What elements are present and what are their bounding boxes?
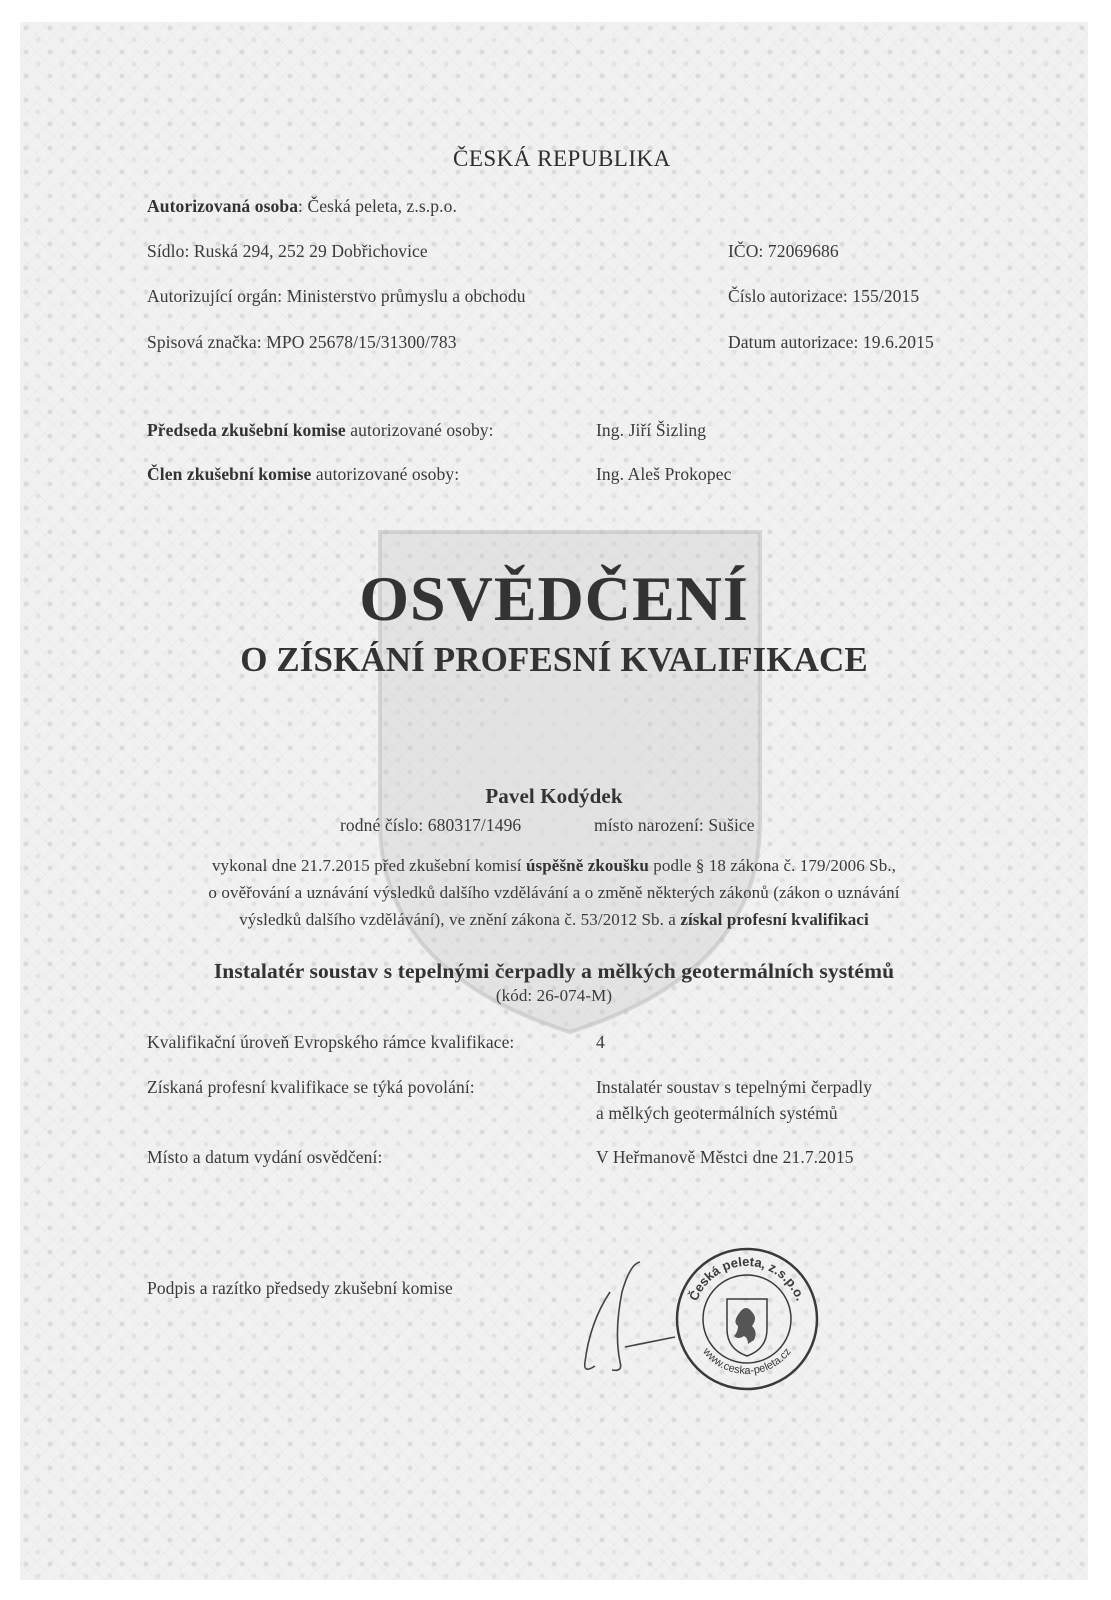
certificate-title: OSVĚDČENÍ bbox=[359, 563, 749, 634]
holder-name: Pavel Kodýdek bbox=[485, 784, 623, 808]
official-stamp bbox=[672, 1244, 822, 1394]
member-label-rest: autorizované osoby: bbox=[311, 464, 460, 484]
member-label-bold: Člen zkušební komise bbox=[147, 464, 312, 484]
chair-label-bold: Předseda zkušební komise bbox=[147, 420, 346, 440]
birth-number: rodné číslo: 680317/1496 bbox=[340, 815, 522, 835]
authorization-date: Datum autorizace: 19.6.2015 bbox=[728, 332, 934, 352]
occupation-line-1: Instalatér soustav s tepelnými čerpadly bbox=[596, 1077, 873, 1097]
ico: IČO: 72069686 bbox=[728, 241, 839, 261]
statement-line-3 bbox=[20, 910, 1088, 930]
commission-member-label bbox=[147, 464, 459, 485]
certificate-page bbox=[20, 22, 1088, 1580]
file-reference: Spisová značka: MPO 25678/15/31300/783 bbox=[147, 332, 457, 352]
signature-label: Podpis a razítko předsedy zkušební komise bbox=[147, 1278, 453, 1298]
statement-line-1-c: podle § 18 zákona č. 179/2006 Sb., bbox=[648, 856, 897, 875]
issue-place-date-label: Místo a datum vydání osvědčení: bbox=[147, 1147, 383, 1167]
statement-line-2: o ověřování a uznávání výsledků dalšího vzdělávání a o změně některých zákonů (zákon o uznávání bbox=[208, 883, 900, 902]
occupation-label: Získaná profesní kvalifikace se týká povolání: bbox=[147, 1077, 475, 1097]
chair-label-rest: autorizované osoby: bbox=[345, 420, 494, 440]
svg-text:www.ceska-peleta.cz bbox=[700, 1345, 794, 1377]
stamp-top-text: Česká peleta, z.s.p.o. bbox=[685, 1253, 809, 1303]
authorized-person-label: Autorizovaná osoba bbox=[147, 196, 299, 216]
country-heading: ČESKÁ REPUBLIKA bbox=[453, 146, 671, 171]
authorized-person-value: : Česká peleta, z.s.p.o. bbox=[298, 196, 457, 216]
qualification-name: Instalatér soustav s tepelnými čerpadly a mělkých geotermálních systémů bbox=[213, 959, 895, 983]
commission-chair-name: Ing. Jiří Šizling bbox=[596, 420, 707, 440]
authorizing-body: Autorizující orgán: Ministerstvo průmyslu a obchodu bbox=[147, 286, 526, 306]
statement-line-3-a: výsledků dalšího vzdělávání), ve znění zákona č. 53/2012 Sb. a bbox=[239, 910, 681, 929]
svg-text:Česká peleta, z.s.p.o. bbox=[686, 1254, 809, 1303]
statement-line-3-b: získal profesní kvalifikaci bbox=[680, 910, 869, 929]
eqf-level-value: 4 bbox=[596, 1032, 605, 1052]
certificate-subtitle: O ZÍSKÁNÍ PROFESNÍ KVALIFIKACE bbox=[240, 640, 868, 679]
seat: Sídlo: Ruská 294, 252 29 Dobřichovice bbox=[147, 241, 428, 261]
statement-line-1-a: vykonal dne 21.7.2015 před zkušební komisí bbox=[211, 856, 526, 875]
commission-chair-label bbox=[147, 420, 494, 441]
stamp-bottom-text: www.ceska-peleta.cz bbox=[700, 1345, 794, 1378]
qualification-code: (kód: 26-074-M) bbox=[495, 986, 613, 1005]
eqf-level-label: Kvalifikační úroveň Evropského rámce kvalifikace: bbox=[147, 1032, 515, 1052]
occupation-line-2: a mělkých geotermálních systémů bbox=[596, 1103, 838, 1123]
birth-place: místo narození: Sušice bbox=[594, 815, 755, 835]
commission-member-name: Ing. Aleš Prokopec bbox=[596, 464, 732, 484]
statement-line-1-b: úspěšně zkoušku bbox=[525, 856, 649, 875]
statement-line-1 bbox=[20, 856, 1088, 876]
authorization-number: Číslo autorizace: 155/2015 bbox=[728, 286, 920, 306]
authorized-person bbox=[147, 196, 457, 217]
issue-place-date-value: V Heřmanově Městci dne 21.7.2015 bbox=[596, 1147, 854, 1167]
